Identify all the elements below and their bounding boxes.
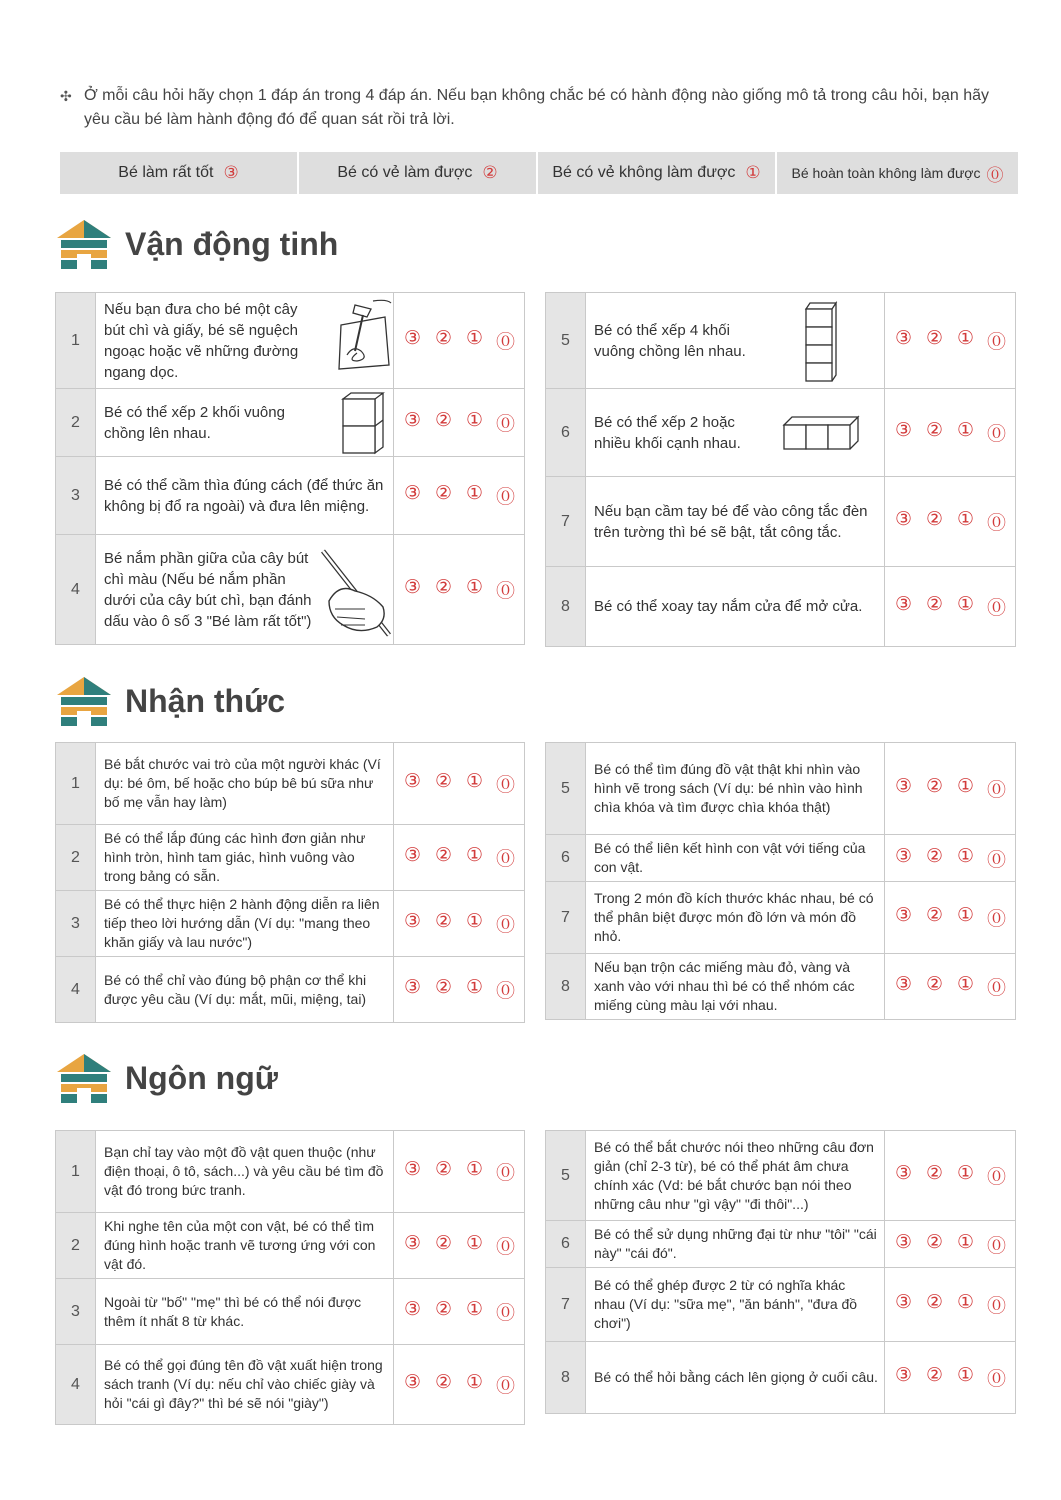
legend-number: ③ [223,163,239,182]
score-option-3[interactable]: ③ [403,577,422,598]
question-number: 3 [56,1279,96,1345]
question-cell [96,1131,394,1213]
question-cell [96,389,394,457]
question-cell [586,743,885,835]
score-option-0[interactable]: ⓪ [496,1163,516,1184]
question-row [546,954,1016,1020]
bullet-icon: ✣ [60,88,72,104]
question-row [56,957,525,1023]
score-option-0[interactable]: ⓪ [496,1303,516,1324]
score-option-2[interactable]: ② [434,845,453,866]
score-option-0[interactable]: ⓪ [496,981,516,1002]
question-number: 1 [56,293,96,389]
question-text: Ngoài từ "bố" "mẹ" thì bé có thể nói được thêm ít nhất 8 từ khác. [104,1293,362,1329]
score-option-0[interactable]: ⓪ [987,780,1007,801]
question-number: 5 [546,743,586,835]
section-title: Ngôn ngữ [125,1059,278,1096]
question-number: 6 [546,1221,586,1268]
question-text: Bạn chỉ tay vào một đồ vật quen thuộc (như điện thoại, ô tô, sách...) và yêu cầu bé tìm đồ vật đó trong bức tranh. [104,1144,384,1198]
score-option-3[interactable]: ③ [403,977,422,998]
question-text: Bé có thể ghép được 2 từ có nghĩa khác nhau (Ví dụ: "sữa mẹ", "ăn bánh", "đưa đồ chơi") [594,1277,858,1331]
question-text: Bé có thể liên kết hình con vật với tiếng của con vật. [594,840,866,875]
score-option-0[interactable]: ⓪ [496,487,516,508]
score-option-0[interactable]: ⓪ [496,915,516,936]
question-number: 8 [546,1342,586,1414]
score-option-1[interactable]: ① [956,905,975,926]
question-number: 4 [56,1345,96,1425]
question-row [56,389,525,457]
question-text: Bé có thể xoay tay nắm cửa để mở cửa. [594,598,863,615]
question-number: 2 [56,825,96,891]
question-number: 7 [546,477,586,567]
stacked-blocks-icon [339,391,387,461]
score-option-2[interactable]: ② [434,577,453,598]
score-options [394,535,525,645]
score-option-2[interactable]: ② [925,328,944,349]
question-row [56,1279,525,1345]
score-options [885,1342,1016,1414]
score-options [885,1221,1016,1268]
score-option-3[interactable]: ③ [403,328,422,349]
question-number: 1 [56,1131,96,1213]
score-options [885,1131,1016,1221]
score-option-3[interactable]: ③ [894,328,913,349]
score-option-3[interactable]: ③ [403,410,422,431]
question-number: 2 [56,1213,96,1279]
score-option-3[interactable]: ③ [894,509,913,530]
score-option-2[interactable]: ② [434,410,453,431]
question-number: 7 [546,882,586,954]
right-question-table [545,292,1016,647]
row-blocks-icon [782,415,860,457]
score-option-1[interactable]: ① [956,845,975,867]
score-option-1[interactable]: ① [465,1233,484,1254]
question-cell [586,835,885,882]
score-option-0[interactable]: ⓪ [987,978,1007,999]
question-row [546,835,1016,882]
question-cell [96,891,394,957]
question-number: 5 [546,293,586,389]
score-option-0[interactable]: ⓪ [496,414,516,435]
question-text: Bé có thể xếp 2 hoặc nhiều khối cạnh nhau. [594,413,741,452]
legend-number: ① [745,163,761,182]
left-question-table [55,292,525,645]
legend-number: ② [482,163,498,182]
score-option-1[interactable]: ① [465,845,484,866]
score-option-2[interactable]: ② [925,1365,944,1386]
score-option-0[interactable]: ⓪ [496,332,516,353]
score-option-0[interactable]: ⓪ [987,424,1007,445]
score-option-1[interactable]: ① [465,1299,484,1320]
question-text: Bé có thể lắp đúng các hình đơn giản như hình tròn, hình tam giác, hình vuông vào trong bảng có sẵn. [104,830,366,884]
question-text: Trong 2 món đồ kích thước khác nhau, bé có thể phân biệt được món đồ lớn và món đồ nhỏ. [594,890,874,944]
house-icon [55,675,113,727]
score-option-2[interactable]: ② [434,483,453,504]
question-row [546,1131,1016,1221]
question-text: Bé có thể thực hiện 2 hành động diễn ra liên tiếp theo lời hướng dẫn (Ví dụ: "mang theo khăn giấy và lau nước") [104,896,380,950]
right-question-table [545,1130,1016,1414]
question-text: Bé bắt chước vai trò của một người khác (Ví dụ: bé ôm, bế hoặc cho búp bê bú sữa như bố mẹ vẫn hay làm) [104,756,381,810]
score-options [394,957,525,1023]
right-question-table [545,742,1016,1020]
score-option-1[interactable]: ① [956,420,975,441]
score-option-0[interactable]: ⓪ [496,1237,516,1258]
score-option-1[interactable]: ① [465,977,484,998]
score-option-3[interactable]: ③ [894,776,913,797]
question-row [56,891,525,957]
house-icon [55,218,113,270]
score-option-0[interactable]: ⓪ [496,849,516,870]
score-option-2[interactable]: ② [925,594,944,615]
score-options [394,825,525,891]
question-row [546,743,1016,835]
legend-score-3 [60,152,297,194]
score-options [885,477,1016,567]
question-row [546,1342,1016,1414]
legend-score-0 [777,152,1018,194]
section-header [55,218,338,270]
question-cell [96,1279,394,1345]
score-options [394,1279,525,1345]
question-cell [96,293,394,389]
instructions [60,84,1010,132]
question-text: Bé nắm phần giữa của cây bút chì màu (Nếu bé nắm phần dưới của cây bút chì, bạn đánh dấu vào ô số 3 "Bé làm rất tốt") [104,549,312,630]
question-number: 5 [546,1131,586,1221]
score-option-2[interactable]: ② [434,1233,453,1254]
score-options [394,743,525,825]
question-number: 6 [546,389,586,477]
question-number: 4 [56,957,96,1023]
section-header [55,675,285,727]
score-option-1[interactable]: ① [956,974,975,995]
score-option-1[interactable]: ① [465,328,484,349]
score-option-1[interactable]: ① [956,328,975,349]
score-option-3[interactable]: ③ [403,1233,422,1254]
score-option-2[interactable]: ② [434,977,453,998]
question-row [546,1268,1016,1342]
question-cell [96,535,394,645]
score-option-3[interactable]: ③ [894,1163,913,1184]
score-option-0[interactable]: ⓪ [987,513,1007,534]
score-options [394,1131,525,1213]
score-option-3[interactable]: ③ [894,905,913,926]
score-option-0[interactable]: ⓪ [987,1167,1007,1188]
question-row [546,293,1016,389]
score-option-3[interactable]: ③ [894,1292,913,1313]
score-option-2[interactable]: ② [925,1292,944,1313]
question-cell [586,882,885,954]
score-options [885,1268,1016,1342]
section-title: Nhận thức [125,682,286,719]
question-row [546,389,1016,477]
question-text: Bé có thể cầm thìa đúng cách (để thức ăn không bị đổ ra ngoài) và đưa lên miệng. [104,476,384,515]
tower-blocks-icon [804,301,838,389]
score-options [394,1213,525,1279]
question-cell [586,293,885,389]
question-cell [586,567,885,647]
question-row [56,1345,525,1425]
score-option-0[interactable]: ⓪ [987,1296,1007,1317]
question-cell [586,1131,885,1221]
question-number: 4 [56,535,96,645]
score-options [885,389,1016,477]
question-cell [96,825,394,891]
pencil-drawing-icon [333,295,395,379]
score-options [394,1345,525,1425]
question-text: Bé có thể tìm đúng đồ vật thật khi nhìn vào hình vẽ trong sách (Ví dụ: bé nhìn vào hình chìa khóa và tìm được chìa khóa thật) [594,761,863,815]
score-option-0[interactable]: ⓪ [987,849,1007,871]
score-options [394,891,525,957]
section-title: Vận động tinh [125,225,339,262]
score-options [394,293,525,389]
question-cell [586,389,885,477]
score-option-2[interactable]: ② [925,1231,944,1253]
question-cell [96,957,394,1023]
question-row [56,535,525,645]
legend-score-2 [299,152,536,194]
house-icon [55,1052,113,1104]
score-option-2[interactable]: ② [434,1159,453,1180]
score-option-1[interactable]: ① [956,1365,975,1386]
question-text: Bé có thể bắt chước nói theo những câu đơn giản (chỉ 2-3 từ), bé có thể phát âm chưa chính xác (Vd: bé bắt chước bạn nói theo những câu như "gì vậy" "đi thôi"...) [594,1138,874,1212]
question-cell [586,477,885,567]
instructions-text: Ở mỗi câu hỏi hãy chọn 1 đáp án trong 4 đáp án. Nếu bạn không chắc bé có hành động nào giống mô tả trong câu hỏi, bạn hãy yêu cầu bé làm hành động đó để quan sát rồi trả lời. [84,87,990,128]
score-option-2[interactable]: ② [925,1163,944,1184]
question-number: 7 [546,1268,586,1342]
score-option-2[interactable]: ② [925,905,944,926]
question-row [546,567,1016,647]
question-row [56,825,525,891]
score-option-3[interactable]: ③ [403,483,422,504]
score-option-2[interactable]: ② [434,328,453,349]
legend-number: ⓪ [986,165,1004,185]
score-options [885,567,1016,647]
score-option-0[interactable]: ⓪ [987,1235,1007,1257]
question-number: 3 [56,891,96,957]
question-number: 8 [546,954,586,1020]
question-text: Bé có thể xếp 4 khối vuông chồng lên nhau. [594,321,746,360]
score-option-1[interactable]: ① [465,410,484,431]
question-text: Nếu bạn đưa cho bé một cây bút chì và giấy, bé sẽ nguệch ngoạc hoặc vẽ những đường ngang dọc. [104,300,299,381]
score-option-0[interactable]: ⓪ [496,581,516,602]
question-row [56,1131,525,1213]
question-cell [586,1342,885,1414]
score-option-2[interactable]: ② [434,771,453,792]
score-option-2[interactable]: ② [925,974,944,995]
question-cell [96,743,394,825]
score-option-0[interactable]: ⓪ [987,909,1007,930]
hand-pencil-icon [315,543,397,649]
score-option-1[interactable]: ① [465,1159,484,1180]
score-option-3[interactable]: ③ [894,420,913,441]
score-option-3[interactable]: ③ [894,594,913,615]
question-text: Bé có thể chỉ vào đúng bộ phận cơ thể khi được yêu cầu (Ví dụ: mắt, mũi, miệng, tai) [104,971,367,1007]
score-legend [60,152,1018,194]
score-option-1[interactable]: ① [956,594,975,615]
score-option-0[interactable]: ⓪ [987,1369,1007,1390]
section-header [55,1052,278,1104]
score-option-1[interactable]: ① [956,509,975,530]
score-option-1[interactable]: ① [465,911,484,932]
question-text: Khi nghe tên của một con vật, bé có thể tìm đúng hình hoặc tranh vẽ tương ứng với con vật đó. [104,1218,376,1272]
score-option-3[interactable]: ③ [894,1231,913,1253]
score-option-3[interactable]: ③ [894,974,913,995]
legend-score-1 [538,152,775,194]
score-option-0[interactable]: ⓪ [987,332,1007,353]
question-row [546,1221,1016,1268]
question-text: Nếu bạn trộn các miếng màu đỏ, vàng và xanh vào với nhau thì bé có thể nhóm các miếng cùng màu lại với nhau. [594,959,855,1013]
score-option-3[interactable]: ③ [403,1372,422,1393]
score-option-1[interactable]: ① [956,1163,975,1184]
score-option-2[interactable]: ② [925,509,944,530]
score-options [885,743,1016,835]
score-option-3[interactable]: ③ [403,1299,422,1320]
question-cell [96,457,394,535]
question-row [56,457,525,535]
score-options [885,954,1016,1020]
score-option-3[interactable]: ③ [403,771,422,792]
question-row [56,293,525,389]
question-row [56,1213,525,1279]
score-option-1[interactable]: ① [465,577,484,598]
score-option-3[interactable]: ③ [894,845,913,867]
score-options [885,293,1016,389]
left-question-table [55,742,525,1023]
score-option-3[interactable]: ③ [403,1159,422,1180]
question-text: Nếu bạn cầm tay bé để vào công tắc đèn trên tường thì bé sẽ bật, tắt công tắc. [594,502,868,541]
score-option-1[interactable]: ① [956,1292,975,1313]
question-row [56,743,525,825]
legend-label: Bé có vẻ làm được [337,164,473,181]
score-option-2[interactable]: ② [434,1372,453,1393]
question-cell [96,1213,394,1279]
score-option-1[interactable]: ① [465,483,484,504]
question-text: Bé có thể gọi đúng tên đồ vật xuất hiện trong sách tranh (Ví dụ: nếu chỉ vào chiếc giày và hỏi "cái gì đây?" thì bé sẽ nói "giày") [104,1357,383,1411]
question-cell [586,1268,885,1342]
question-cell [586,954,885,1020]
score-options [885,835,1016,882]
legend-label: Bé có vẻ không làm được [552,164,736,181]
question-number: 2 [56,389,96,457]
score-option-0[interactable]: ⓪ [496,1376,516,1397]
left-question-table [55,1130,525,1425]
score-option-2[interactable]: ② [925,776,944,797]
question-number: 8 [546,567,586,647]
score-option-1[interactable]: ① [956,776,975,797]
question-row [546,882,1016,954]
score-option-1[interactable]: ① [465,771,484,792]
legend-label: Bé hoàn toàn không làm được [791,165,981,181]
question-cell [96,1345,394,1425]
score-option-3[interactable]: ③ [403,845,422,866]
score-option-3[interactable]: ③ [403,911,422,932]
question-row [546,477,1016,567]
question-text: Bé có thể sử dụng những đại từ như "tôi" "cái này" "cái đó". [594,1226,877,1261]
score-option-1[interactable]: ① [465,1372,484,1393]
question-number: 3 [56,457,96,535]
score-options [394,389,525,457]
score-option-2[interactable]: ② [434,911,453,932]
score-options [394,457,525,535]
question-text: Bé có thể hỏi bằng cách lên giọng ở cuối câu. [594,1369,878,1385]
score-option-2[interactable]: ② [925,845,944,867]
score-option-2[interactable]: ② [434,1299,453,1320]
score-option-1[interactable]: ① [956,1231,975,1253]
question-cell [586,1221,885,1268]
question-text: Bé có thể xếp 2 khối vuông chồng lên nhau. [104,403,285,442]
score-option-0[interactable]: ⓪ [987,598,1007,619]
score-option-2[interactable]: ② [925,420,944,441]
score-option-0[interactable]: ⓪ [496,775,516,796]
question-number: 1 [56,743,96,825]
score-option-3[interactable]: ③ [894,1365,913,1386]
score-options [885,882,1016,954]
legend-label: Bé làm rất tốt [118,164,214,181]
question-number: 6 [546,835,586,882]
